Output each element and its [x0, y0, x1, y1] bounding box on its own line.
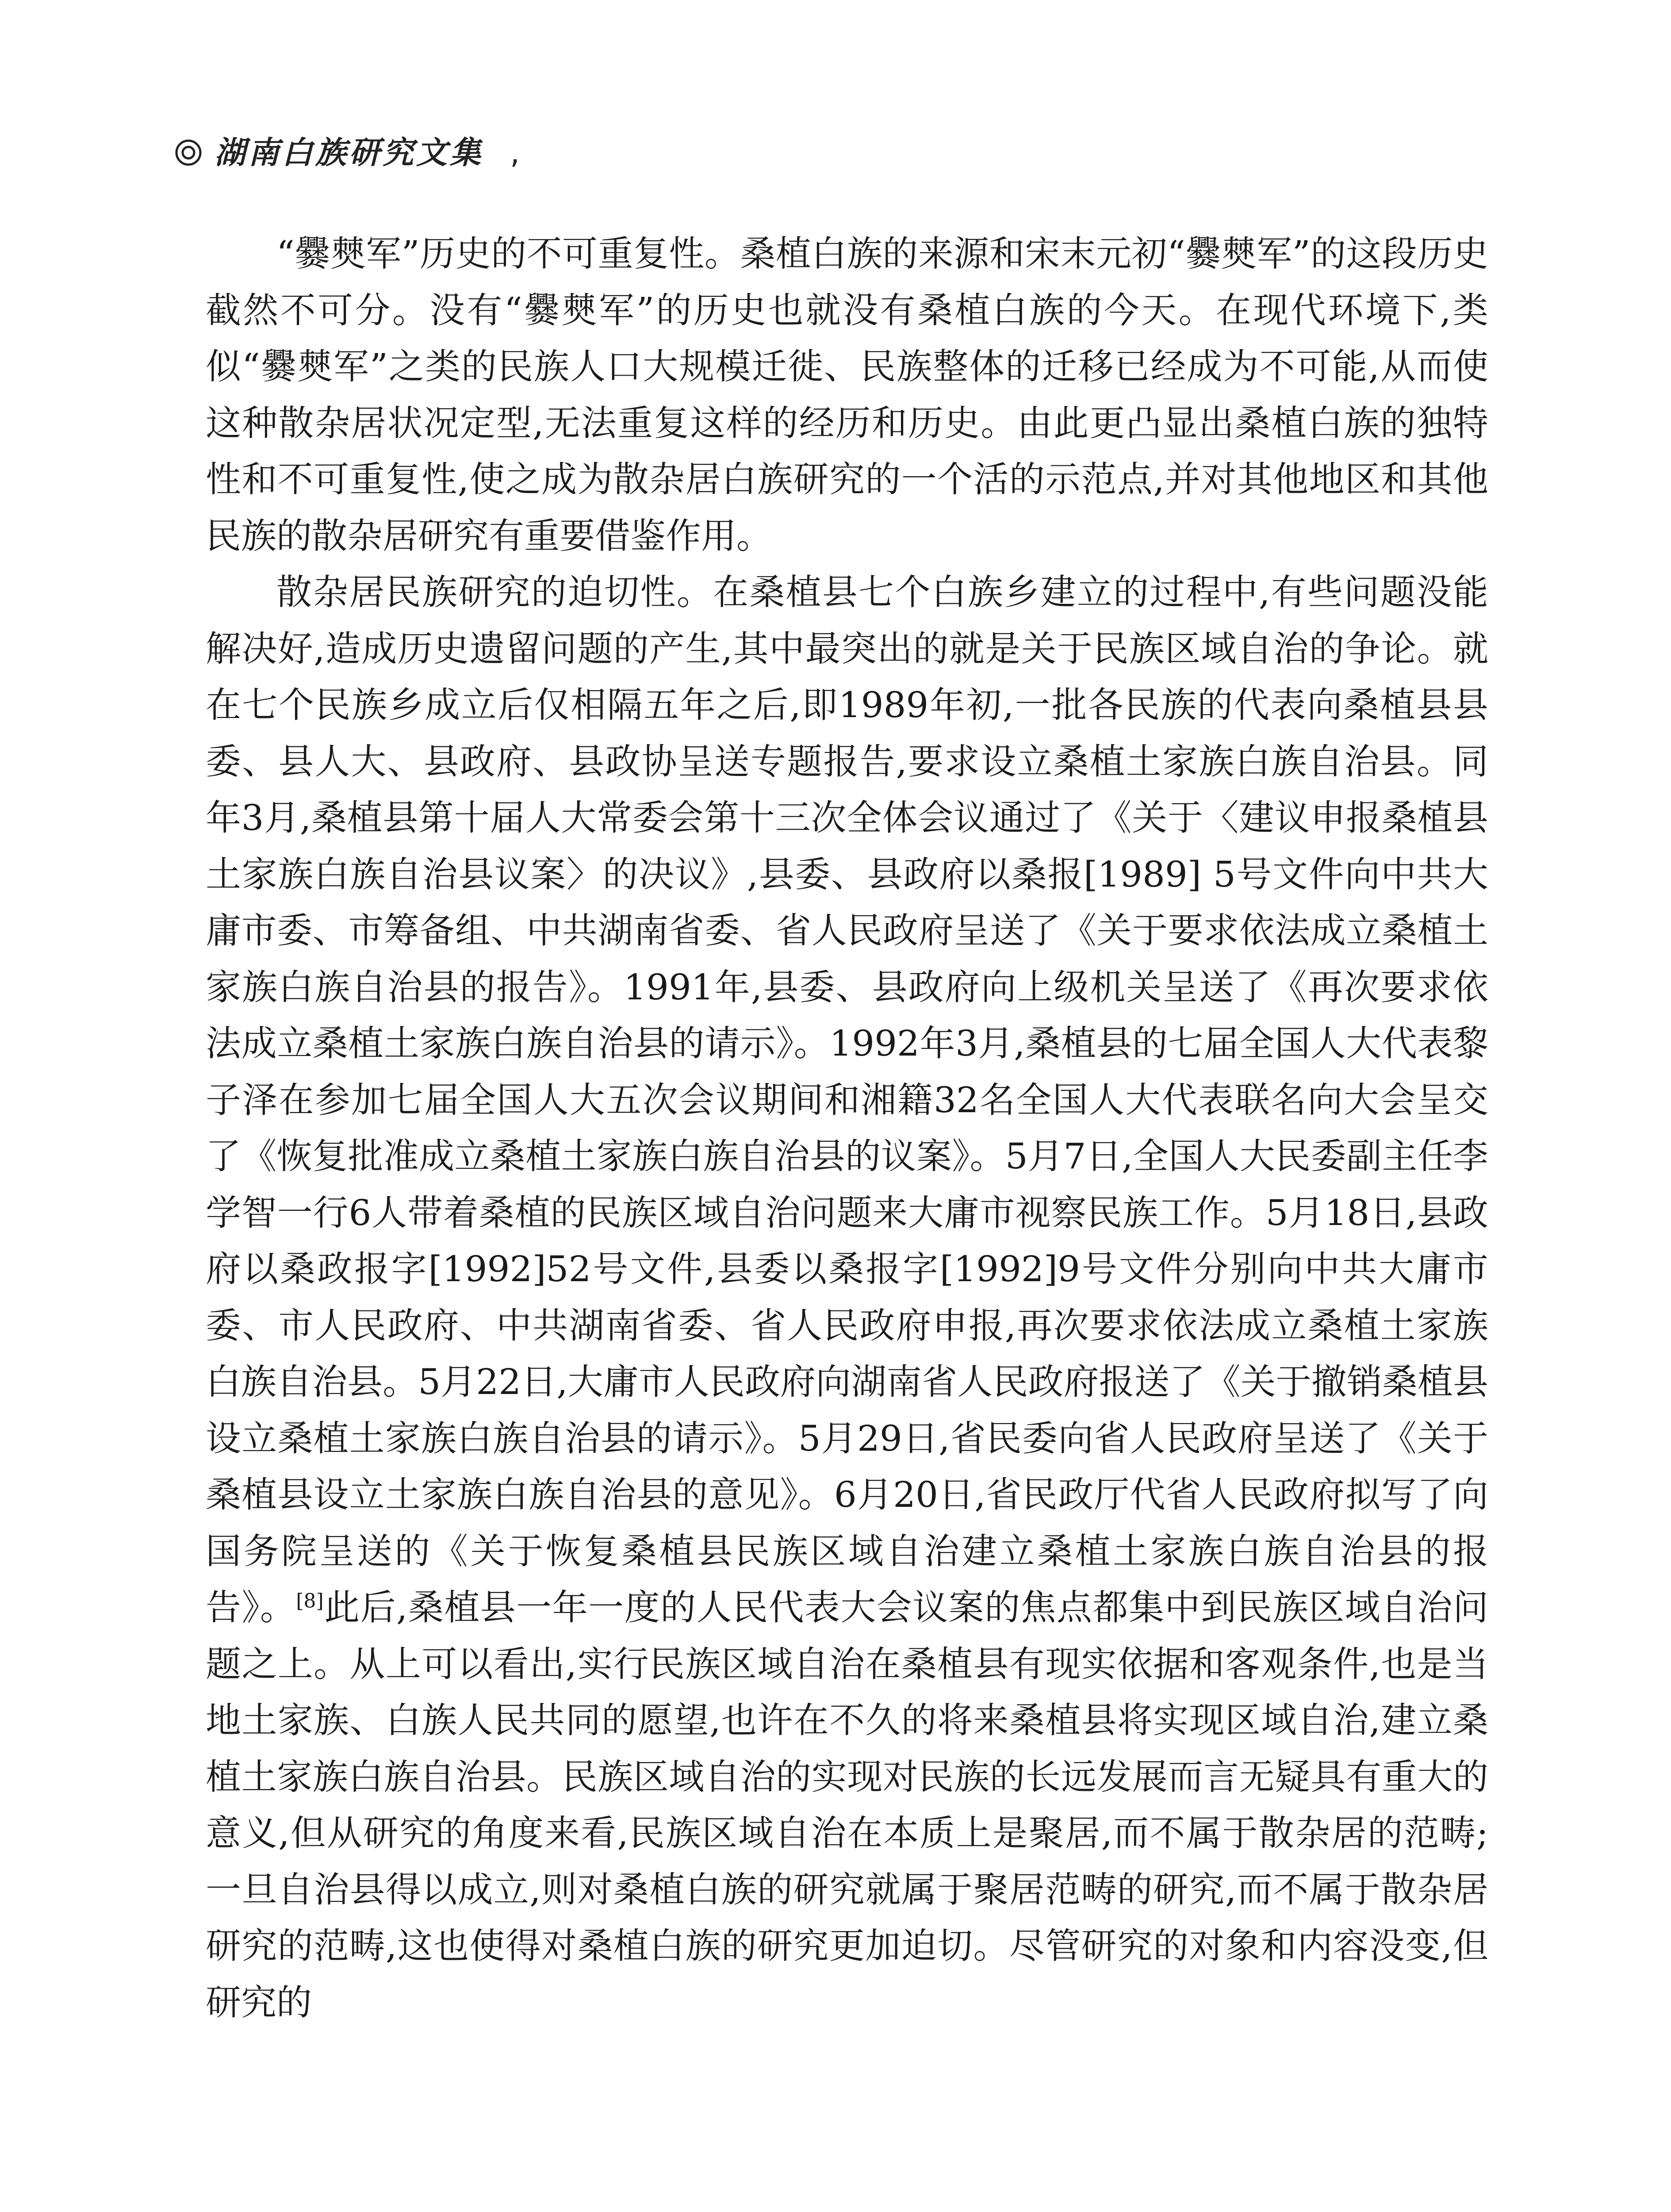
running-head: [175, 133, 522, 173]
paragraph-2-text-b: 此后,桑植县一年一度的人民代表大会议案的焦点都集中到民族区域自治问题之上。从上可以看出,实行民族区域自治在桑植县有现实依据和客观条件,也是当地土家族、白族人民共同的愿望,也许在不久的将来桑植县将实现区域自治,建立桑植土家族白族自治县。民族区域自治的实现对民族的长远发展而言无疑具有重大的意义,但从研究的角度来看,民族区域自治在本质上是聚居,而不属于散杂居的范畴;一旦自治县得以成立,则对桑植白族的研究就属于聚居范畴的研究,而不属于散杂居研究的范畴,这也使得对桑植白族的研究更加迫切。尽管研究的对象和内容没变,但研究的: [206, 1587, 1488, 2023]
paragraph-1-text: “爨僰军”历史的不可重复性。桑植白族的来源和宋末元初“爨僰军”的这段历史截然不可分。没有“爨僰军”的历史也就没有桑植白族的今天。在现代环境下,类似“爨僰军”之类的民族人口大规模迁徙、民族整体的迁移已经成为不可能,从而使这种散杂居状况定型,无法重复这样的经历和历史。由此更凸显出桑植白族的独特性和不可重复性,使之成为散杂居白族研究的一个活的示范点,并对其他地区和其他民族的散杂居研究有重要借鉴作用。: [206, 233, 1488, 557]
book-title: 湖南白族研究文集: [215, 134, 483, 171]
citation-mark: [8]: [296, 1590, 324, 1613]
header-tick: ,: [510, 134, 523, 171]
paragraph-2-text-a: 散杂居民族研究的迫切性。在桑植县七个白族乡建立的过程中,有些问题没能解决好,造成历史遗留问题的产生,其中最突出的就是关于民族区域自治的争论。就在七个民族乡成立后仅相隔五年之后,即1989年初,一批各民族的代表向桑植县县委、县人大、县政府、县政协呈送专题报告,要求设立桑植土家族白族自治县。同年3月,桑植县第十届人大常委会第十三次全体会议通过了《关于〈建议申报桑植县土家族白族自治县议案〉的决议》,县委、县政府以桑报[1989] 5号文件向中共大庸市委、市筹备组、中共湖南省委、省人民政府呈送了《关于要求依法成立桑植土家族白族自治县的报告》。1991年,县委、县政府向上级机关呈送了《再次要求依法成立桑植土家族白族自治县的请示》。1992年3月,桑植县的七届全国人大代表黎子泽在参加七届全国人大五次会议期间和湘籍32名全国人大代表联名向大会呈交了《恢复批准成立桑植土家族白族自治县的议案》。5月7日,全国人大民委副主任李学智一行6人带着桑植的民族区域自治问题来大庸市视察民族工作。5月18日,县政府以桑政报字[1992]52号文件,县委以桑报字[1992]9号文件分别向中共大庸市委、市人民政府、中共湖南省委、省人民政府申报,再次要求依法成立桑植土家族白族自治县。5月22日,大庸市人民政府向湖南省人民政府报送了《关于撤销桑植县设立桑植土家族白族自治县的请示》。5月29日,省民委向省人民政府呈送了《关于桑植县设立土家族白族自治县的意见》。6月20日,省民政厅代省人民政府拟写了向国务院呈送的《关于恢复桑植县民族区域自治建立桑植土家族白族自治县的报告》。: [206, 572, 1488, 1628]
double-circle-icon: [175, 139, 202, 166]
paragraph-2: [206, 564, 1488, 2031]
paragraph-1: [206, 226, 1488, 564]
body-text: [206, 226, 1488, 2031]
